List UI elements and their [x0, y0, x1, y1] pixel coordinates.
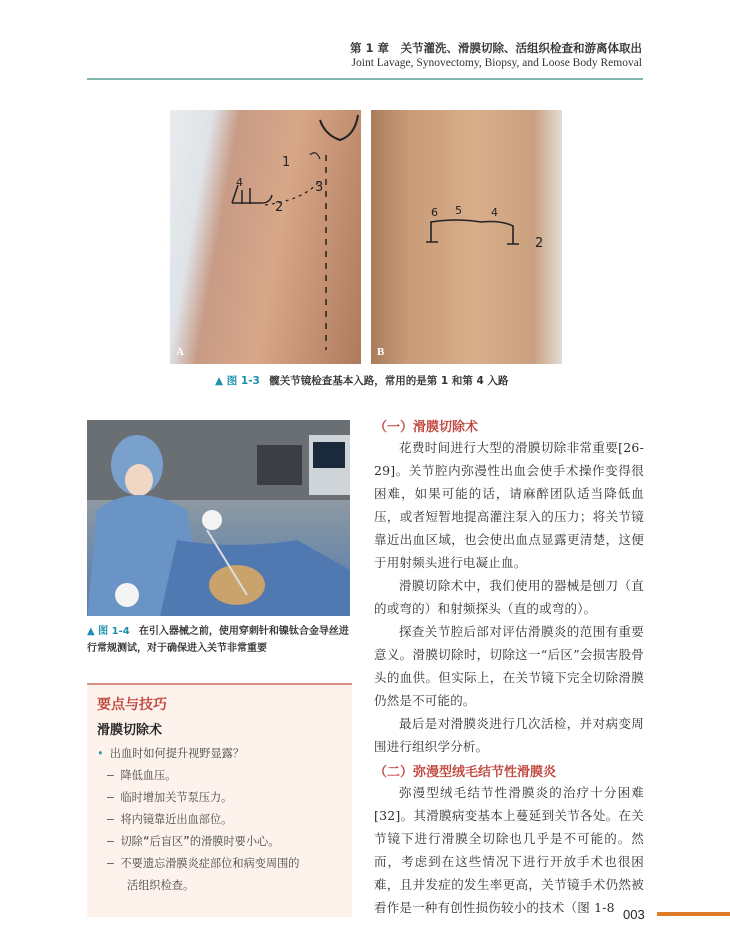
paragraph: 花费时间进行大型的滑膜切除非常重要[26-29]。关节腔内弥漫性出血会使手术操作变得很困难，如果可能的话，请麻醉团队适当降低血压，或者短暂地提高灌注泵入的压力；将关节镜靠近出血区域，也会使出血点显露更清楚，这便于用射频头进行电凝止血。: [374, 440, 644, 570]
caption-text: 髋关节镜检查基本入路，常用的是第 1 和第 4 入路: [269, 375, 509, 387]
chapter-title-cn: 第 1 章 关节灌洗、滑膜切除、活组织检查和游离体取出: [349, 41, 642, 55]
caption-label: ▲ 图 1-4: [87, 626, 130, 637]
chapter-title-en: Joint Lavage, Synovectomy, Biopsy, and Loose Body Removal: [351, 57, 642, 69]
caption-label: ▲ 图 1-3: [215, 375, 260, 387]
portal-mark: 1: [282, 155, 291, 170]
list-item: – 临时增加关节泵压力。: [107, 791, 233, 804]
paragraph: 最后是对滑膜炎进行几次活检，并对病变周围进行组织学分析。: [374, 716, 644, 754]
figure-label-a: A: [176, 346, 184, 358]
paragraph: 探查关节腔后部对评估滑膜炎的范围有重要意义。滑膜切除时，切除这一“后区”会损害股骨头的血供。但实际上，在关节镜下完全切除滑膜仍然是不可能的。: [374, 624, 644, 708]
portal-mark: 5: [455, 204, 462, 217]
paragraph: 弥漫型绒毛结节性滑膜炎的治疗十分困难[32]。其滑膜病变基本上蔓延到关节各处。在关节镜下进行滑膜全切除也几乎是不可能的。然而，考虑到在这些情况下进行开放手术也很困难，且并发症的发生率更高，关节镜手术仍然被看作是一种有创性损伤较小的技术（图 1-8: [374, 785, 644, 915]
section-heading: （一）滑膜切除术: [374, 420, 479, 435]
figure-1-4-caption: [87, 623, 355, 657]
section-heading: （二）弥漫型绒毛结节性滑膜炎: [374, 765, 557, 780]
tips-list: [97, 743, 347, 897]
portal-mark: 2: [535, 236, 544, 251]
portal-mark: 3: [315, 180, 324, 195]
figure-label-b: B: [377, 346, 385, 358]
section-body: [374, 436, 644, 758]
figure-1-3b-photo: [371, 110, 562, 364]
tips-box-title: 要点与技巧: [97, 697, 167, 713]
list-item: • 出血时如何提升视野显露？: [97, 747, 245, 760]
portal-mark: 4: [491, 206, 498, 219]
portal-mark: 6: [431, 206, 438, 219]
figure-1-3-caption: [215, 373, 508, 388]
footer-accent-bar: [657, 912, 730, 916]
tips-box: [87, 683, 352, 917]
operating-room-scene: [87, 420, 350, 616]
caption-text: 在引入器械之前，使用穿刺针和镍钛合金导丝进行常规测试，对于确保进入关节非常重要: [87, 626, 349, 654]
tips-box-subtitle: 滑膜切除术: [97, 723, 163, 738]
list-item: – 降低血压。: [107, 769, 177, 782]
section-body: [374, 781, 644, 919]
figure-1-4-photo: [87, 420, 350, 616]
header-rule: [87, 78, 643, 80]
skin-markings-b: [371, 110, 562, 364]
list-item: – 不要遗忘滑膜炎症部位和病变周围的: [107, 857, 300, 870]
portal-mark: 2: [275, 200, 284, 215]
list-item: 活组织检查。: [127, 879, 195, 892]
page-number: 003: [623, 907, 645, 922]
portal-mark: 4: [236, 176, 243, 189]
paragraph: 滑膜切除术中，我们使用的器械是刨刀（直的或弯的）和射频探头（直的或弯的）。: [374, 578, 644, 616]
skin-markings-a: [170, 110, 361, 364]
bullet-icon: •: [97, 747, 104, 760]
figure-1-3a-photo: [170, 110, 361, 364]
list-item: – 将内镜靠近出血部位。: [107, 813, 233, 826]
list-item: – 切除“后盲区”的滑膜时要小心。: [107, 835, 280, 848]
